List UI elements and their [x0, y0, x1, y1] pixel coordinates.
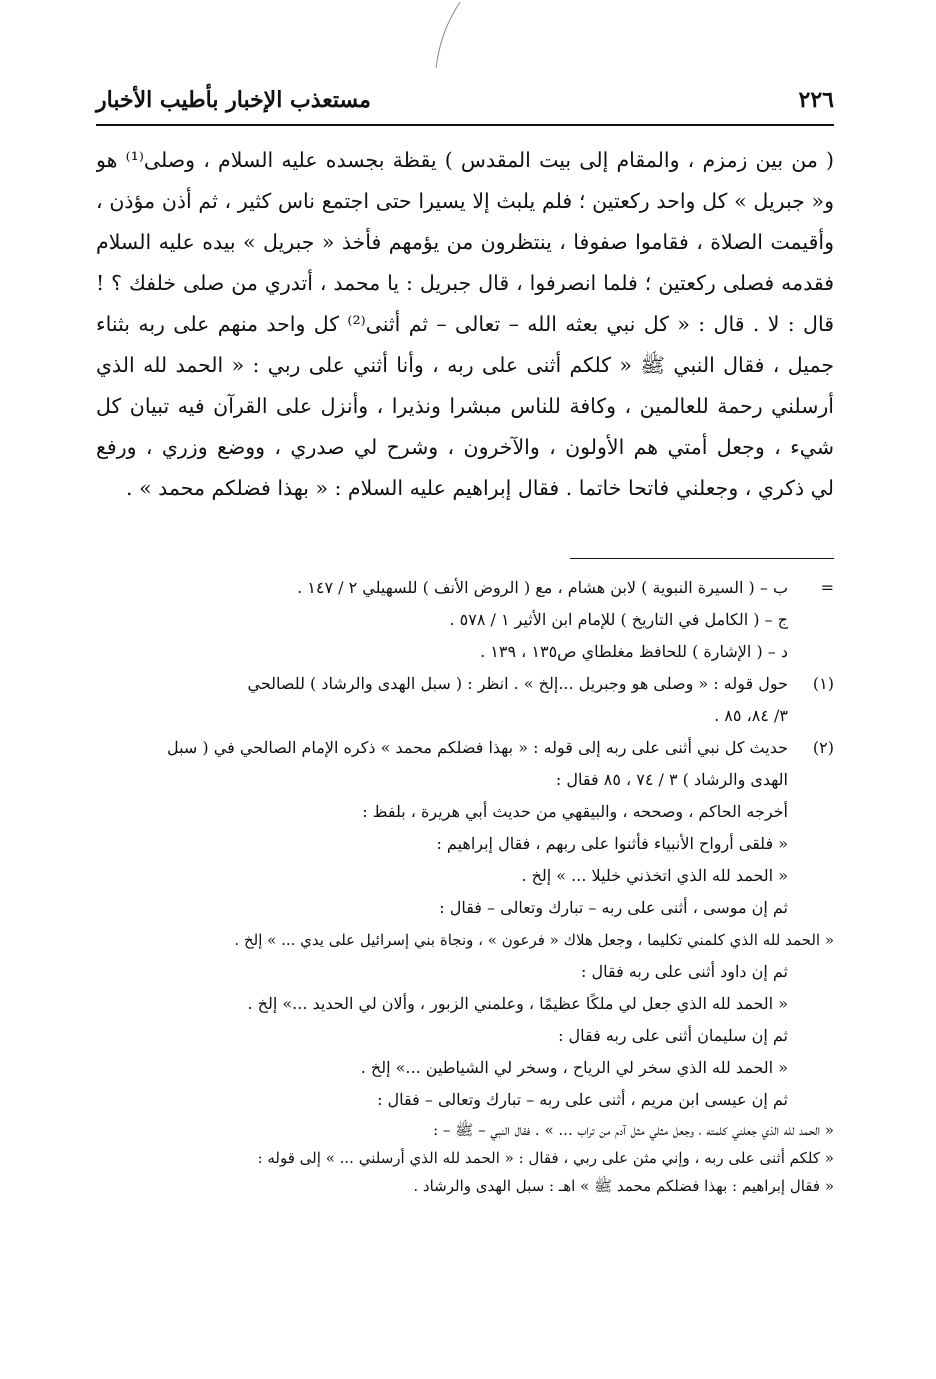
- footnote-marker: =: [820, 578, 834, 597]
- text-line: قال : لا . قال : « كل نبي بعثه الله – تعالى – ثم أثنى⁽²⁾ كل واحد منهم على ربه بثناء: [96, 312, 834, 336]
- footnote-line: أخرجه الحاكم ، وصححه ، والبيقهي من حديث أبي هريرة ، بلفظ :: [362, 802, 788, 821]
- footnote-line: ثم إن موسى ، أثنى على ربه – تبارك وتعالى – فقال :: [439, 898, 788, 917]
- text-line: جميل ، فقال النبي ﷺ « كلكم أثنى على ربه ، وأنا أثني على ربي : « الحمد لله الذي: [96, 353, 834, 377]
- text-line: أرسلني رحمة للعالمين ، وكافة للناس مبشرا ونذيرا ، وأنزل على القرآن فيه تبيان كل: [96, 394, 834, 418]
- footnote-1: [96, 668, 834, 732]
- footnote-line: « كلكم أثنى على ربه ، وإني مثن على ربي ، فقال : « الحمد لله الذي أرسلني ... » إلى قوله :: [257, 1149, 834, 1167]
- footnote-line: « فلقى أرواح الأنبياء فأثنوا على ربهم ، فقال إبراهيم :: [436, 834, 788, 853]
- header-rule: [96, 124, 834, 126]
- footnote-line: ٣/ ٨٤، ٨٥ .: [714, 706, 788, 725]
- page-header: [96, 82, 834, 118]
- footnote-line: « الحمد لله الذي جعل لي ملكًا عظيمًا ، وعلمني الزبور ، وألان لي الحديد ...» إلخ .: [247, 994, 788, 1013]
- footnote-line: ثم إن سليمان أثنى على ربه فقال :: [558, 1026, 788, 1045]
- main-text: [96, 140, 834, 509]
- text-line: شيء ، وجعل أمتي هم الأولون ، والآخرون ، وشرح لي صدري ، ووضع وزري ، ورفع: [96, 435, 834, 459]
- page-number: ٢٢٦: [798, 87, 834, 113]
- footnote-rule: [570, 558, 834, 559]
- pencil-mark: [432, 0, 462, 70]
- text-line: ( من بين زمزم ، والمقام إلى بيت المقدس ) يقظة بجسده عليه السلام ، وصلى⁽¹⁾ هو: [96, 148, 834, 172]
- footnote-2-flush: [96, 924, 834, 956]
- footnote-line: ج – ( الكامل في التاريخ ) للإمام ابن الأثير ١ / ٥٧٨ .: [449, 610, 788, 629]
- footnote-line: الهدى والرشاد ) ٣ / ٧٤ ، ٨٥ فقال :: [555, 770, 788, 789]
- text-line: و« جبريل » كل واحد ركعتين ؛ فلم يلبث إلا يسيرا حتى اجتمع ناس كثير ، ثم أذن مؤذن ،: [96, 189, 834, 213]
- footnote-2-final: [96, 1116, 834, 1200]
- footnote-line: حديث كل نبي أثنى على ربه إلى قوله : « بهذا فضلكم محمد » ذكره الإمام الصالحي في ( سبل: [166, 738, 788, 757]
- footnote-line: حول قوله : « وصلى هو وجبريل ...إلخ » . انظر : ( سبل الهدى والرشاد ) للصالحي: [247, 674, 788, 693]
- footnote-continuation: [96, 572, 834, 668]
- footnote-2-indented: [96, 956, 834, 1116]
- text-line: فقدمه فصلى ركعتين ؛ فلما انصرفوا ، قال جبريل : يا محمد ، أتدري من صلى خلفك ؟ !: [96, 271, 834, 295]
- footnote-line: « الحمد لله الذي كلمني تكليما ، وجعل هلاك « فرعون » ، ونجاة بني إسرائيل على يدي ... » إلخ .: [234, 931, 834, 949]
- footnote-2: [96, 732, 834, 924]
- footnote-line: د – ( الإشارة ) للحافظ مغلطاي ص١٣٥ ، ١٣٩ .: [480, 642, 788, 661]
- text-line: لي ذكري ، وجعلني فاتحا خاتما . فقال إبراهيم عليه السلام : « بهذا فضلكم محمد » .: [126, 476, 834, 500]
- footnote-line: ثم إن عيسى ابن مريم ، أثنى على ربه – تبارك وتعالى – فقال :: [377, 1090, 788, 1109]
- footnote-line: « الحمد لله الذي جعلني كلمته ، وجعل مثلي مثل آدم من تراب ... » . فقال النبي – ﷺ – :: [433, 1121, 834, 1139]
- footnote-marker: (٢): [812, 738, 834, 757]
- footnote-line: ثم إن داود أثنى على ربه فقال :: [581, 962, 788, 981]
- text-line: وأقيمت الصلاة ، فقاموا صفوفا ، ينتظرون من يؤمهم فأخذ « جبريل » بيده عليه السلام: [96, 230, 834, 254]
- footnote-marker: (١): [812, 674, 834, 693]
- footnote-line: ب – ( السيرة النبوية ) لابن هشام ، مع ( الروض الأنف ) للسهيلي ٢ / ١٤٧ .: [297, 578, 788, 597]
- footnote-line: « فقال إبراهيم : بهذا فضلكم محمد ﷺ » اهـ : سبل الهدى والرشاد .: [413, 1177, 834, 1195]
- footnote-line: « الحمد لله الذي اتخذني خليلا ... » إلخ .: [521, 866, 788, 885]
- footnote-line: « الحمد لله الذي سخر لي الرياح ، وسخر لي الشياطين ...» إلخ .: [360, 1058, 788, 1077]
- footnotes: [96, 572, 834, 1200]
- book-title: مستعذب الإخبار بأطيب الأخبار: [96, 87, 371, 113]
